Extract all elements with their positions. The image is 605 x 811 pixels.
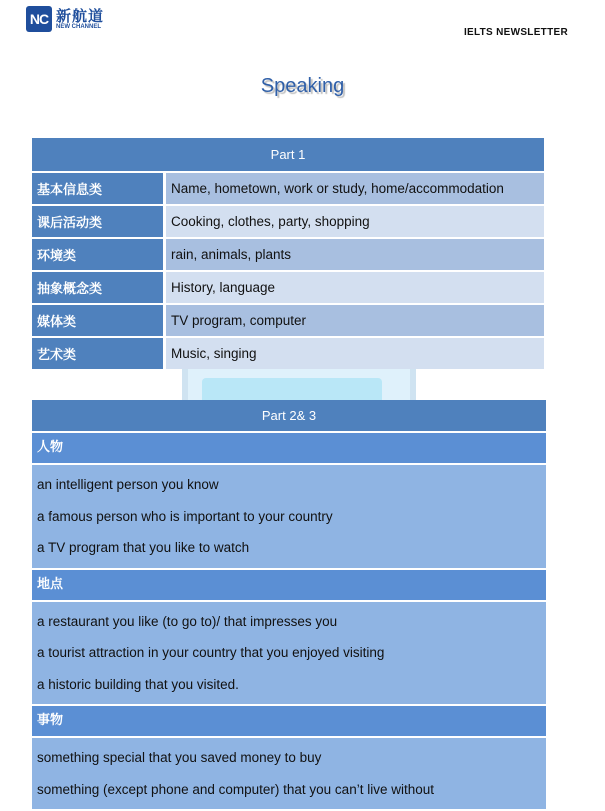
table-row [32, 173, 544, 204]
category-cell: 媒体类 [32, 305, 166, 336]
topics-cell: TV program, computer [166, 305, 544, 336]
table-row [32, 272, 544, 303]
topics-cell: rain, animals, plants [166, 239, 544, 270]
part1-heading: Part 1 [32, 138, 544, 171]
category-cell: 环境类 [32, 239, 166, 270]
topics-cell: History, language [166, 272, 544, 303]
list-item: something special that you saved money to buy [37, 750, 322, 765]
topics-cell: Name, hometown, work or study, home/accommodation [166, 173, 544, 204]
logo-chinese-name: 新航道 [56, 7, 105, 25]
list-item: a TV program that you like to watch [37, 540, 250, 555]
category-cell: 课后活动类 [32, 206, 166, 237]
new-channel-logo [26, 6, 118, 32]
topics-cell: Cooking, clothes, party, shopping [166, 206, 544, 237]
section-label-things: 事物 [32, 706, 546, 736]
topics-cell: Music, singing [166, 338, 544, 369]
watermark-shape [182, 366, 416, 400]
section-label-places: 地点 [32, 570, 546, 600]
logo-badge: NC [26, 6, 52, 32]
section-items [32, 602, 546, 705]
logo-english-name: NEW CHANNEL [56, 24, 101, 30]
category-cell: 艺术类 [32, 338, 166, 369]
section-label-people: 人物 [32, 433, 546, 463]
list-item: a famous person who is important to your country [37, 508, 333, 524]
part23-heading: Part 2& 3 [32, 400, 546, 431]
list-item: a tourist attraction in your country that you enjoyed visiting [37, 645, 385, 660]
category-cell: 基本信息类 [32, 173, 166, 204]
table-row [32, 305, 544, 336]
newsletter-label: IELTS NEWSLETTER [463, 27, 568, 38]
table-row [32, 338, 544, 369]
section-items [32, 465, 546, 568]
table-row [32, 206, 544, 237]
list-item: a historic building that you visited. [37, 676, 239, 692]
list-item: an intelligent person you know [37, 477, 219, 492]
page-title: Speaking [260, 75, 345, 97]
list-item: something (except phone and computer) that you can’t live without [37, 781, 434, 797]
table-row [32, 239, 544, 270]
part23-table [32, 400, 546, 811]
part1-table [32, 136, 544, 371]
list-item: a restaurant you like (to go to)/ that impresses you [37, 613, 338, 629]
category-cell: 抽象概念类 [32, 272, 166, 303]
section-items [32, 738, 546, 809]
